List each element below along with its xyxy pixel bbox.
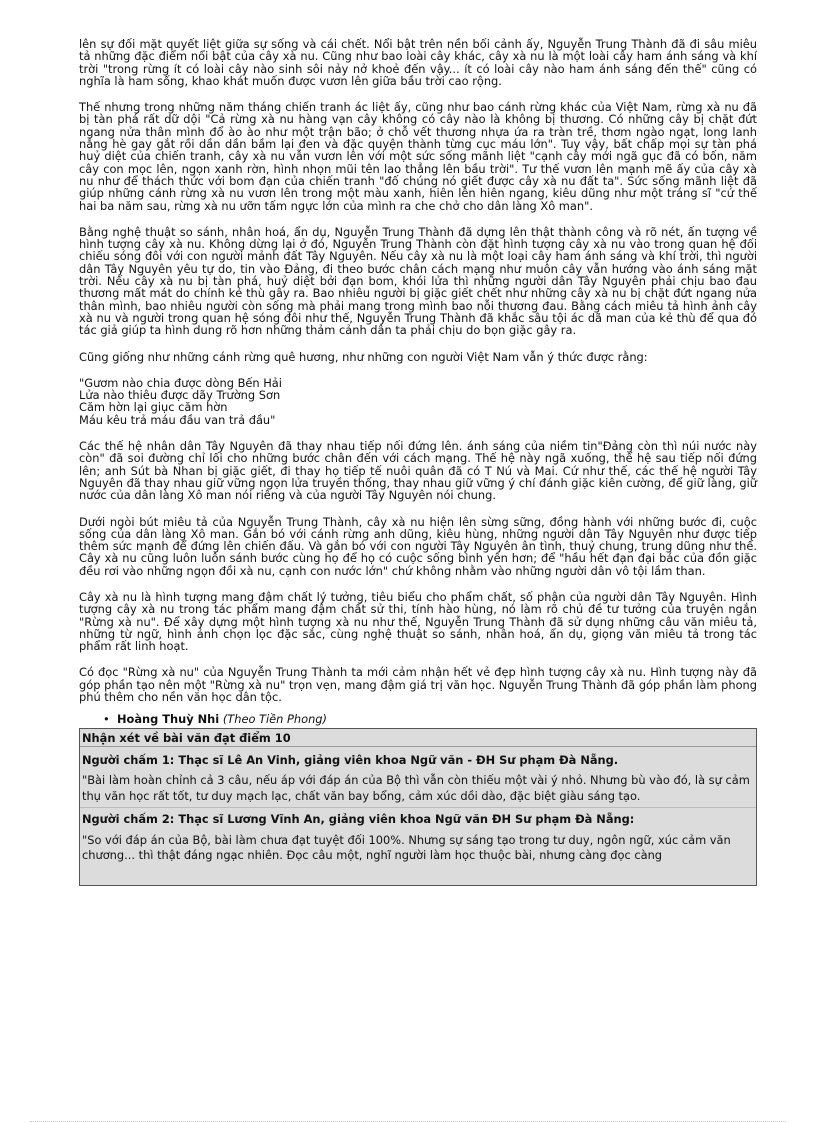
document-page <box>79 38 757 886</box>
author-name: Hoàng Thuỳ Nhi <box>117 712 220 727</box>
paragraph-3: Bằng nghệ thuật so sánh, nhân hoá, ẩn dụ, Nguyễn Trung Thành đã dựng lên thật thành công và rõ nét, ấn tượng về hình tượng cây xà nu. Không dừng lại ở đó, Nguyễn Trung Thành còn đặt hình tượng cây xà nu vào trong quan hệ đối chiếu sóng đôi với con người mảnh đất Tây Nguyên. Nếu cây xà nu là một loại cây ham ánh sáng và khí trời, thì người dân Tây Nguyên yêu tự do, tin vào Đảng, đi theo bước chân cách mạng như muôn cây vẫn hướng vào ánh sáng mặt trời. Nếu cây xà nu bị tàn phá, huỷ diệt bởi đạn bom, khói lửa thì những người dân Tây Nguyên phải chịu bao đau thương mất mát do chính kẻ thù gây ra. Bao nhiêu người bị giặc giết chết như những cây xà nu bị chặt đứt ngang nửa thân mình, bao nhiêu người còn sống mà phải mang trong mình bao nỗi thương đau. Bằng cách miêu tả hình ảnh cây xà nu và người trong quan hệ sóng đôi như thế, Nguyễn Trung Thành đã khắc sâu tội ác dã man của kẻ thù để qua đó tác giả giúp ta hình dung rõ hơn những thảm cảnh dân ta phải chịu do bọn giặc gây ra. <box>79 224 757 338</box>
poem-line-4: Máu kêu trả máu đầu van trả đầu" <box>79 412 276 427</box>
author-credit <box>79 713 757 725</box>
paragraph-4: Cũng giống như những cánh rừng quê hương, như những con người Việt Nam vẫn ý thức được rằng: <box>79 349 648 364</box>
paragraph-5: Các thế hệ nhân dân Tây Nguyên đã thay nhau tiếp nối đứng lên. ánh sáng của niềm tin"Đảng còn thì núi nước này còn" đã soi đường chỉ lối cho những bước chân đến với cách mạng. Thế hệ này ngã xuống, thế hệ sau tiếp nối đứng lên; anh Sút bà Nhan bị giặc giết, đi thay họ tiếp tế nuôi quân đã có T Nú và Mai. Cứ như thế, các thế hệ người Tây Nguyên đã thay nhau giữ vững ngọn lửa truyền thống, thay nhau giữ vững ý chí đánh giặc kiên cường, để giữ làng, giữ nước của dân làng Xô man nói riêng và của người Tây Nguyên nói chung. <box>79 439 757 503</box>
paragraph-8: Có đọc "Rừng xà nu" của Nguyễn Trung Thành ta mới cảm nhận hết vẻ đẹp hình tượng cây xà nu. Hình tượng này đã góp phần tạo nên một "Rừng xà nu" trọn vẹn, mang đậm giá trị văn học. Nguyễn Trung Thành đã góp phần làm phong phú thêm cho nền văn học dân tộc. <box>79 665 757 705</box>
paragraph-2: Thế nhưng trong những năm tháng chiến tranh ác liệt ấy, cũng như bao cánh rừng khác của Việt Nam, rừng xà nu đã bị tàn phá rất dữ dội "Cả rừng xà nu hàng vạn cây không có cây nào là không bị thương. Có những cây bị chặt đứt ngang nửa thân mình đổ ào ào như một trận bão; ở chỗ vết thương nhựa ứa ra tràn trề, thơm ngào ngạt, long lanh nắng hè gay gắt rồi dần dần bầm lại đen và đặc quyện thành từng cục máu lớn". Tuy vậy, bất chấp mọi sự tàn phá huỷ diệt của chiến tranh, cây xà nu vẫn vươn lên với một sức sống mãnh liệt "cạnh cây mới ngã gục đã có bốn, năm cây con mọc lên, ngọn xanh rờn, hình nhọn mũi tên lao thẳng lên bầu trời". Tư thế vươn lên mạnh mẽ ấy của cây xà nu như để thách thức với bom đạn của chiến tranh "đố chúng nó giết được cây xà nu đất ta". Sức sống mãnh liệt đã giúp những cánh rừng xà nu vươn lên trong một màu xanh, hiên lên hiên ngang, kiêu dũng như một tráng sĩ "cứ thế hai ba năm sau, rừng xà nu ưỡn tấm ngực lớn của mình ra che chở cho dân làng Xô man". <box>79 100 757 213</box>
grader-1-quote: "Bài làm hoàn chỉnh cả 3 câu, nếu áp với đáp án của Bộ thì vẫn còn thiếu một vài ý nhỏ. Nhưng bù vào đó, là sự cảm thụ văn học rất tốt, tư duy mạch lạc, chất văn bay bổng, cảm xúc dồi dào, đặc biệt giàu sáng tạo. <box>82 773 750 803</box>
poem-line-3: Căm hờn lại giục căm hờn <box>79 400 228 415</box>
grader-2-heading: Người chấm 2: Thạc sĩ Lương Vĩnh An, giảng viên khoa Ngữ văn ĐH Sư phạm Đà Nẵng: <box>80 807 756 827</box>
paragraph-1: lên sự đối mặt quyết liệt giữa sự sống và cái chết. Nổi bật trên nền bối cảnh ấy, Nguyễn Trung Thành đã đi sâu miêu tả những đặc điểm nổi bật của cây xà nu. Cũng như bao loài cây khác, cây xà nu là một loài cây ham ánh sáng và khí trời "trong rừng ít có loài cây nào sinh sôi nảy nở khoẻ đến vậy... ít có loài cây nào ham ánh sáng đến thế" cũng có nghĩa là ham sống, khao khát muốn được vươn lên giữa bầu trời cao rộng. <box>79 37 757 88</box>
poem-quote <box>79 377 757 426</box>
page-bottom-divider <box>30 1121 786 1122</box>
paragraph-6: Dưới ngòi bút miêu tả của Nguyễn Trung Thành, cây xà nu hiện lên sừng sững, đồng hành với những bước đi, cuộc sống của dân làng Xô man. Gắn bó với cánh rừng anh dũng, kiêu hùng, những người dân Tây Nguyên như được tiếp thêm sức mạnh để đứng lên chiến đấu. Và gắn bó với con người Tây Nguyên ân tình, thuỷ chung, trung dũng như thế. Cây xà nu cũng luôn luôn sánh bước cùng họ để họ có cuộc sống bình yên hơn; để "hầu hết đạn đại bác của đồn giặc đều rơi vào những ngọn đồi xà nu, cạnh con nước lớn" chứ không nhằm vào những người dân vô tội lầm than. <box>79 514 757 578</box>
grader-1-heading: Người chấm 1: Thạc sĩ Lê An Vinh, giảng viên khoa Ngữ văn - ĐH Sư phạm Đà Nẵng. <box>82 753 619 768</box>
bullet-icon: • <box>103 712 110 727</box>
author-source: (Theo Tiền Phong) <box>222 712 327 727</box>
poem-line-2: Lửa nào thiêu được dãy Trường Sơn <box>79 388 281 403</box>
review-title: Nhận xét về bài văn đạt điểm 10 <box>80 729 756 747</box>
grader-2-quote: "So với đáp án của Bộ, bài làm chưa đạt tuyệt đối 100%. Nhưng sự sáng tạo trong tư duy, ngôn ngữ, xúc cảm văn chương... thì thật đáng ngạc nhiên. Đọc câu một, nghĩ người làm học thuộc bài, nhưng càng đọc càng <box>82 832 731 863</box>
paragraph-7: Cây xà nu là hình tượng mang đậm chất lý tưởng, tiêu biểu cho phẩm chất, số phận của người dân Tây Nguyên. Hình tượng cây xà nu trong tác phẩm mang đậm chất sử thi, tính hào hùng, nó làm rõ chủ đề tư tưởng của truyện ngắn "Rừng xà nu". Để xây dựng một hình tượng xà nu như thế, Nguyễn Trung Thành đã sử dụng những câu văn miêu tả, những từ ngữ, hình ảnh chọn lọc đặc sắc, cùng nghệ thuật so sánh, nhân hoá, ẩn dụ, giọng văn miêu tả trong tác phẩm rất linh hoạt. <box>79 589 757 654</box>
review-box <box>79 728 757 886</box>
poem-line-1: "Gươm nào chia được dòng Bến Hải <box>79 375 282 390</box>
